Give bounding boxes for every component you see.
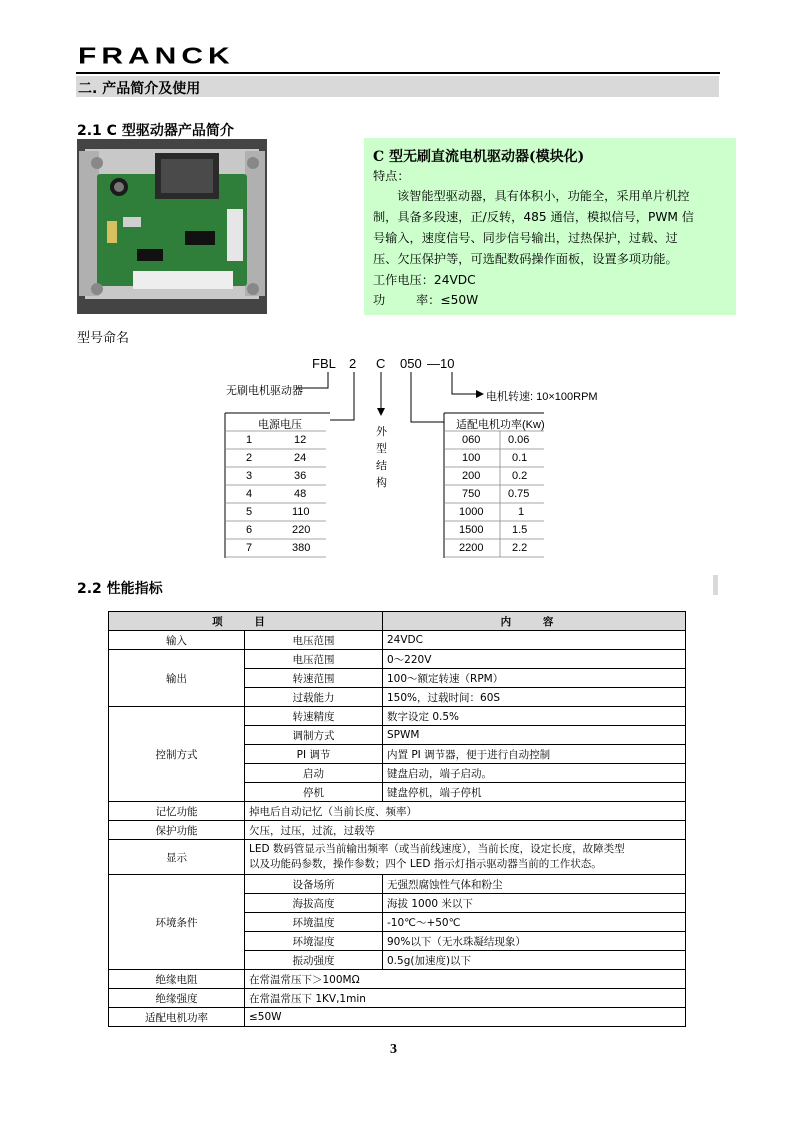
voltage-code-2: 2 [246, 452, 253, 464]
code-2: 2 [349, 356, 357, 371]
features-line-1: 该智能型驱动器，具有体积小，功能全，采用单片机控 [397, 189, 690, 203]
power-code-6: 1500 [459, 524, 484, 536]
section-title: 二. 产品简介及使用 [78, 81, 201, 97]
row-item: 调制方式 [245, 726, 383, 745]
table-row [109, 707, 686, 726]
row-value: SPWM [383, 726, 686, 745]
page-number: 3 [390, 1042, 397, 1057]
power-value-6: 1.5 [512, 524, 528, 536]
row-category: 适配电机功率 [109, 1008, 245, 1027]
power-code-5: 1000 [459, 506, 484, 518]
voltage-value-7: 380 [292, 542, 311, 554]
row-value: 在常温常压下＞100MΩ [245, 970, 686, 989]
intro-heading: 2.1 C 型驱动器产品简介 [77, 123, 234, 139]
power-value-5: 1 [518, 506, 525, 518]
voltage-value-2: 24 [294, 452, 307, 464]
row-item: 停机 [245, 783, 383, 802]
power-value-1: 0.06 [508, 434, 530, 446]
voltage-code-7: 7 [246, 542, 253, 554]
row-item: 转速范围 [245, 669, 383, 688]
row-value: 数字设定 0.5% [383, 707, 686, 726]
voltage-code-5: 5 [246, 506, 253, 518]
voltage-header: 电源电压 [258, 419, 302, 431]
power-code-2: 100 [462, 452, 481, 464]
row-value: 欠压，过压，过流，过载等 [245, 821, 686, 840]
row-category: 控制方式 [109, 707, 245, 802]
table-header-row [109, 612, 686, 631]
features-line-4: 压、欠压保护等，可选配数码操作面板，设置多项功能。 [373, 252, 678, 266]
power-code-7: 2200 [459, 542, 484, 554]
row-item: 过载能力 [245, 688, 383, 707]
table-row [109, 875, 686, 894]
product-title: C 型无刷直流电机驱动器(模块化) [373, 149, 585, 165]
features-line-2: 制，具备多段速，正/反转，485 通信，模拟信号，PWM 信 [373, 210, 694, 224]
power-header: 适配电机功率(Kw) [456, 419, 545, 431]
voltage-value-4: 48 [294, 488, 307, 500]
table-row [109, 631, 686, 650]
display-line-2: 以及功能码参数，操作参数；四个 LED 指示灯指示驱动器当前的工作状态。 [249, 858, 602, 870]
product-description-box [364, 138, 736, 315]
row-value: 90%以下（无水珠凝结现象） [383, 932, 686, 951]
row-item: 设备场所 [245, 875, 383, 894]
row-value: 键盘停机，端子停机 [383, 783, 686, 802]
features-line-3: 号输入，速度信号、同步信号输出，过热保护，过载、过 [373, 231, 678, 245]
row-item: PI 调节 [245, 745, 383, 764]
power-code-4: 750 [462, 488, 481, 500]
table-row [109, 970, 686, 989]
row-value-multiline [245, 840, 686, 875]
features-label: 特点： [373, 169, 410, 183]
code-050: 050 [400, 356, 422, 371]
model-naming-diagram [200, 350, 600, 565]
voltage-code-3: 3 [246, 470, 253, 482]
power-value-4: 0.75 [508, 488, 530, 500]
row-category: 绝缘电阻 [109, 970, 245, 989]
row-item: 电压范围 [245, 631, 383, 650]
row-value: 0～220V [383, 650, 686, 669]
type-label: 无刷电机驱动器 [226, 385, 303, 397]
row-category: 输出 [109, 650, 245, 707]
row-value: 0.5g(加速度)以下 [383, 951, 686, 970]
table-row [109, 989, 686, 1008]
row-category: 环境条件 [109, 875, 245, 970]
voltage-value-1: 12 [294, 434, 307, 446]
row-value: -10℃～+50℃ [383, 913, 686, 932]
code-10: —10 [427, 356, 455, 371]
working-voltage: 工作电压：24VDC [373, 273, 476, 287]
row-category: 绝缘强度 [109, 989, 245, 1008]
voltage-code-6: 6 [246, 524, 253, 536]
row-value: ≤50W [245, 1008, 686, 1027]
franck-logo: FRANCK [78, 43, 235, 69]
row-value: 海拔 1000 米以下 [383, 894, 686, 913]
power-code-1: 060 [462, 434, 481, 446]
row-value: 内置 PI 调节器，便于进行自动控制 [383, 745, 686, 764]
col-item-header: 项 目 [109, 612, 383, 631]
row-value: 键盘启动，端子启动。 [383, 764, 686, 783]
power-value-3: 0.2 [512, 470, 528, 482]
row-category: 输入 [109, 631, 245, 650]
power-value: 率：≤50W [416, 293, 479, 307]
row-value: 150%，过载时间：60S [383, 688, 686, 707]
display-line-1: LED 数码管显示当前输出频率（或当前线速度），当前长度，设定长度，故障类型 [249, 843, 625, 855]
product-photo [77, 139, 267, 314]
power-label: 功 [373, 293, 386, 307]
col-content-header: 内 容 [383, 612, 686, 631]
row-category: 显示 [109, 840, 245, 875]
table-row [109, 1008, 686, 1027]
row-category: 保护功能 [109, 821, 245, 840]
section-bar [76, 76, 719, 97]
voltage-code-1: 1 [246, 434, 253, 446]
shape-label: 外型结构 [376, 426, 387, 489]
row-item: 海拔高度 [245, 894, 383, 913]
code-c: C [376, 356, 386, 371]
row-item: 环境温度 [245, 913, 383, 932]
row-value: 掉电后自动记忆（当前长度、频率） [245, 802, 686, 821]
row-item: 电压范围 [245, 650, 383, 669]
row-item: 转速精度 [245, 707, 383, 726]
row-item: 启动 [245, 764, 383, 783]
table-row [109, 840, 686, 875]
margin-mark [713, 575, 718, 595]
speed-label: 电机转速: 10×100RPM [486, 391, 598, 403]
voltage-value-5: 110 [292, 506, 310, 518]
row-value: 100～额定转速（RPM） [383, 669, 686, 688]
row-item: 环境湿度 [245, 932, 383, 951]
row-value: 无强烈腐蚀性气体和粉尘 [383, 875, 686, 894]
header-rule [76, 72, 720, 74]
performance-table [108, 611, 686, 1027]
model-naming-label: 型号命名 [77, 331, 130, 346]
table-row [109, 802, 686, 821]
voltage-value-3: 36 [294, 470, 307, 482]
power-value-7: 2.2 [512, 542, 528, 554]
voltage-code-4: 4 [246, 488, 253, 500]
table-row [109, 821, 686, 840]
table-row [109, 650, 686, 669]
code-fbl: FBL [312, 356, 336, 371]
power-code-3: 200 [462, 470, 481, 482]
voltage-value-6: 220 [292, 524, 311, 536]
perf-heading: 2.2 性能指标 [77, 581, 163, 597]
row-value: 在常温常压下 1KV,1min [245, 989, 686, 1008]
row-value: 24VDC [383, 631, 686, 650]
row-item: 振动强度 [245, 951, 383, 970]
row-category: 记忆功能 [109, 802, 245, 821]
power-value-2: 0.1 [512, 452, 528, 464]
